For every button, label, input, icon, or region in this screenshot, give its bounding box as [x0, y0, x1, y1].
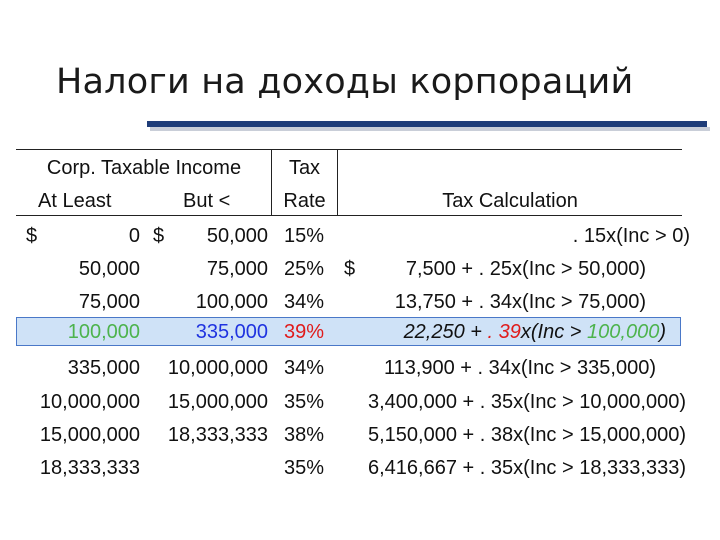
rate-cell: 25% — [284, 258, 325, 280]
rate-cell: 34% — [284, 291, 325, 313]
tax-calculation-cell: 6,416,667 + . 35x(Inc > 18,333,333) — [367, 457, 686, 479]
but-less-than-cell: 335,000 — [195, 321, 268, 343]
tax-calculation-cell: . 15x(Inc > 0) — [572, 225, 690, 247]
rate-cell: 35% — [284, 457, 325, 479]
rate-cell: 15% — [284, 225, 325, 247]
tax-calculation-cell — [360, 320, 666, 344]
header-rate: Rate — [283, 190, 326, 212]
at-least-cell: 100,000 — [67, 321, 140, 343]
dollar-sign: $ — [26, 225, 38, 247]
tax-calculation-cell: 13,750 + . 34x(Inc > 75,000) — [394, 291, 646, 313]
rate-cell: 38% — [284, 424, 325, 446]
calc-threshold: 100,000 — [587, 321, 660, 343]
table-top-rule — [16, 149, 682, 150]
calc-mid: x(Inc > — [520, 321, 588, 343]
tax-calculation-cell: 3,400,000 + . 35x(Inc > 10,000,000) — [367, 391, 686, 413]
calc-end: ) — [659, 321, 666, 343]
calc-base: 22,250 + — [403, 321, 488, 343]
header-tax: Tax — [288, 157, 321, 179]
but-less-than-cell: 100,000 — [195, 291, 268, 313]
but-less-than-cell: 18,333,333 — [167, 424, 268, 446]
at-least-cell: 75,000 — [78, 291, 140, 313]
dollar-sign: $ — [344, 258, 356, 280]
tax-calculation-cell: 5,150,000 + . 38x(Inc > 15,000,000) — [367, 424, 686, 446]
at-least-cell: 50,000 — [78, 258, 140, 280]
table-header-rule — [16, 215, 682, 216]
header-at-least: At Least — [38, 190, 112, 212]
title-underline — [147, 121, 707, 127]
header-tax-calculation: Tax Calculation — [442, 190, 578, 212]
tax-calculation-cell: 7,500 + . 25x(Inc > 50,000) — [405, 258, 646, 280]
at-least-cell: 335,000 — [67, 357, 140, 379]
but-less-than-cell: 15,000,000 — [167, 391, 268, 413]
at-least-cell: 18,333,333 — [39, 457, 140, 479]
tax-calculation-cell: 113,900 + . 34x(Inc > 335,000) — [383, 357, 656, 379]
dollar-sign: $ — [153, 225, 165, 247]
but-less-than-cell: 75,000 — [206, 258, 268, 280]
at-least-cell: 0 — [128, 225, 140, 247]
at-least-cell: 10,000,000 — [39, 391, 140, 413]
calc-rate: . 39 — [487, 321, 521, 343]
title-underline-shadow — [150, 127, 710, 131]
header-but-less-than: But < — [183, 190, 231, 212]
but-less-than-cell: 50,000 — [206, 225, 268, 247]
header-corp-taxable-income: Corp. Taxable Income — [46, 157, 242, 179]
rate-cell: 39% — [284, 321, 325, 343]
slide-title: Налоги на доходы корпораций — [56, 62, 634, 102]
rate-cell: 35% — [284, 391, 325, 413]
at-least-cell: 15,000,000 — [39, 424, 140, 446]
rate-cell: 34% — [284, 357, 325, 379]
but-less-than-cell: 10,000,000 — [167, 357, 268, 379]
